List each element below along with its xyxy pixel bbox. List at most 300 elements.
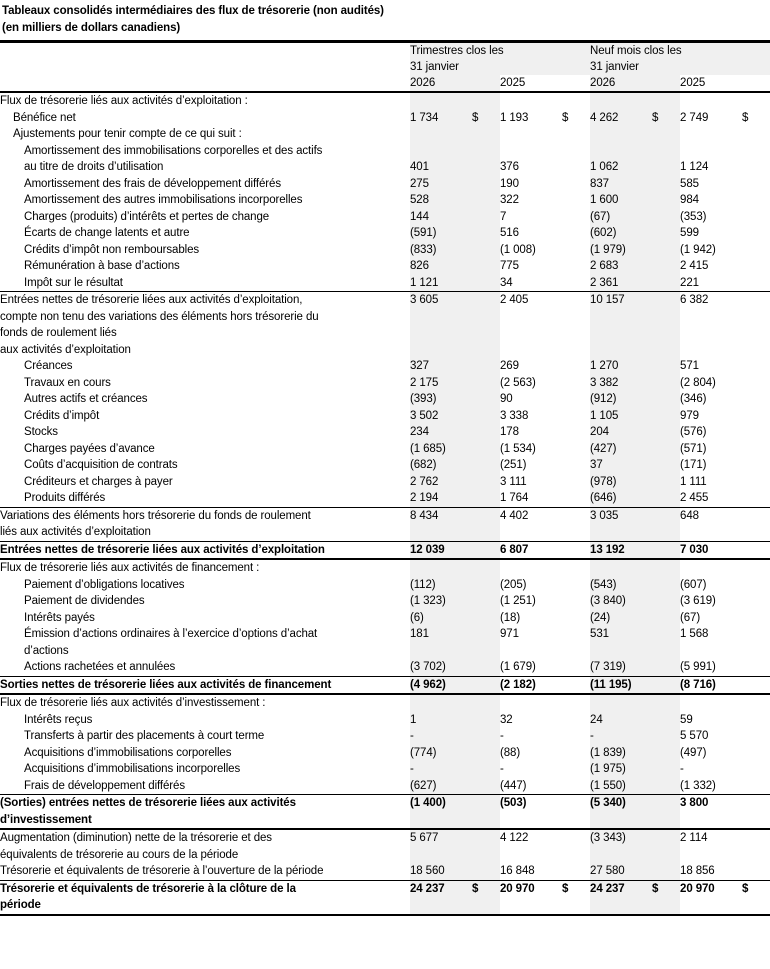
currency-symbol	[472, 143, 500, 160]
row-value	[590, 325, 652, 342]
row-value	[680, 897, 742, 915]
row-value: 571	[680, 360, 699, 372]
currency-symbol	[472, 507, 500, 524]
row-value: (627)	[410, 778, 472, 795]
table-row	[0, 880, 770, 897]
row-value: (67)	[680, 611, 701, 624]
header-row-group-line1	[0, 43, 770, 59]
row-value	[500, 559, 562, 577]
row-value: 4 122	[500, 832, 529, 844]
row-value: (5 991)	[680, 659, 742, 676]
currency-symbol	[742, 192, 770, 209]
table-row	[0, 829, 770, 847]
row-value	[590, 812, 652, 830]
table-row	[0, 275, 770, 292]
currency-symbol	[652, 795, 680, 812]
currency-symbol	[652, 829, 680, 847]
currency-symbol	[652, 126, 680, 143]
row-value: 2 415	[680, 260, 709, 272]
currency-symbol	[562, 209, 590, 226]
row-value: 4 262	[590, 110, 652, 127]
row-value: 1 600	[590, 192, 652, 209]
currency-symbol	[562, 676, 590, 694]
row-value: 1 193	[500, 111, 529, 124]
table-row	[0, 358, 770, 375]
row-value: (5 340)	[590, 795, 652, 812]
table-row	[0, 342, 770, 359]
row-value	[590, 643, 652, 660]
row-label: Flux de trésorerie liés aux activités d’investissement :	[0, 697, 266, 709]
currency-symbol: $	[472, 880, 500, 897]
currency-symbol	[652, 225, 680, 242]
row-value	[590, 847, 652, 864]
row-value	[680, 309, 742, 326]
row-value	[410, 897, 472, 915]
currency-symbol	[472, 728, 500, 745]
currency-symbol	[652, 847, 680, 864]
row-value: (503)	[500, 797, 527, 809]
currency-symbol	[562, 325, 590, 342]
row-value	[410, 524, 472, 541]
row-value: 3 502	[410, 408, 472, 425]
currency-symbol	[742, 325, 770, 342]
header-blank-cell-3	[0, 75, 410, 92]
currency-symbol	[472, 292, 500, 309]
currency-symbol	[472, 126, 500, 143]
currency-symbol	[742, 829, 770, 847]
currency-symbol	[742, 92, 770, 110]
currency-symbol	[742, 559, 770, 577]
currency-symbol	[652, 676, 680, 694]
currency-symbol	[472, 812, 500, 830]
row-label: Charges (produits) d’intérêts et pertes de change	[24, 210, 270, 223]
currency-symbol	[562, 126, 590, 143]
document-subtitle: (en milliers de dollars canadiens)	[2, 22, 181, 34]
currency-symbol	[652, 643, 680, 660]
currency-symbol	[562, 292, 590, 309]
row-value	[680, 559, 742, 577]
table-row	[0, 897, 770, 915]
row-value: 190	[500, 177, 519, 190]
currency-symbol	[652, 659, 680, 676]
row-value: 6 807	[500, 541, 562, 559]
row-value: -	[500, 730, 504, 742]
row-value	[590, 897, 652, 915]
currency-symbol	[562, 541, 590, 559]
row-value: (3 619)	[680, 595, 716, 607]
row-value: (576)	[680, 426, 707, 438]
currency-symbol	[472, 490, 500, 507]
row-label: Paiement d’obligations locatives	[24, 578, 185, 591]
currency-symbol	[652, 176, 680, 193]
row-label: Paiement de dividendes	[24, 595, 145, 607]
row-value: 13 192	[590, 541, 652, 559]
row-value: 775	[500, 260, 519, 272]
row-value: (1 323)	[410, 593, 472, 610]
row-label: Travaux en cours	[24, 376, 111, 389]
row-value: 10 157	[590, 292, 652, 309]
table-row	[0, 242, 770, 259]
row-label: compte non tenu des variations des éléments hors trésorerie du	[0, 310, 319, 323]
row-value: 531	[590, 626, 652, 643]
currency-symbol	[562, 812, 590, 830]
currency-symbol	[472, 474, 500, 491]
currency-symbol	[472, 176, 500, 193]
row-value: 7	[500, 210, 507, 223]
row-label: Sorties nettes de trésorerie liées aux activités de financement	[0, 676, 410, 694]
row-value: 1 764	[500, 490, 562, 507]
currency-symbol	[652, 342, 680, 359]
currency-symbol	[652, 761, 680, 778]
table-row	[0, 643, 770, 660]
table-row	[0, 593, 770, 610]
row-value: (682)	[410, 457, 472, 474]
row-value: 20 970	[680, 882, 715, 895]
row-label: Amortissement des immobilisations corporelles et des actifs	[24, 144, 323, 157]
table-row	[0, 541, 770, 559]
row-value	[500, 643, 562, 660]
table-row	[0, 745, 770, 762]
currency-symbol	[472, 897, 500, 915]
document-title-block	[0, 3, 770, 40]
table-body	[0, 92, 770, 915]
row-label: Bénéfice net	[13, 111, 76, 124]
row-value: 24 237	[410, 880, 472, 897]
row-value: (607)	[680, 578, 707, 591]
row-value: (1 550)	[590, 778, 652, 795]
currency-symbol	[652, 577, 680, 594]
currency-symbol	[652, 192, 680, 209]
currency-symbol	[472, 863, 500, 880]
row-label: fonds de roulement liés	[0, 327, 117, 339]
currency-symbol	[472, 441, 500, 458]
row-value: (171)	[680, 459, 707, 471]
currency-symbol	[742, 626, 770, 643]
currency-symbol	[742, 275, 770, 292]
table-row	[0, 795, 770, 812]
currency-symbol	[472, 408, 500, 425]
currency-symbol	[472, 626, 500, 643]
row-value: (497)	[680, 746, 707, 759]
currency-symbol	[652, 258, 680, 275]
row-value: (3 840)	[590, 593, 652, 610]
currency-symbol	[652, 242, 680, 259]
row-value: 376	[500, 161, 519, 173]
row-value: 12 039	[410, 541, 472, 559]
row-value: 528	[410, 192, 472, 209]
row-value	[680, 812, 742, 830]
row-value	[410, 643, 472, 660]
row-value: 979	[680, 409, 699, 422]
table-row	[0, 712, 770, 729]
header-row-years	[0, 75, 770, 92]
table-row	[0, 309, 770, 326]
currency-symbol	[742, 778, 770, 795]
table-row	[0, 659, 770, 676]
currency-symbol	[472, 242, 500, 259]
currency-symbol	[562, 159, 590, 176]
currency-symbol	[652, 209, 680, 226]
row-value: 1 105	[590, 408, 652, 425]
row-label: Écarts de change latents et autre	[24, 227, 190, 239]
row-label: Amortissement des frais de développement différés	[24, 177, 281, 190]
row-value: 1 062	[590, 159, 652, 176]
header-year-ytd-2025: 2025	[680, 75, 770, 92]
currency-symbol	[742, 258, 770, 275]
currency-symbol	[652, 159, 680, 176]
row-value: 3 800	[680, 797, 709, 809]
table-row	[0, 778, 770, 795]
row-value: 59	[680, 713, 693, 726]
table-row	[0, 325, 770, 342]
row-value	[680, 524, 742, 541]
currency-symbol	[472, 258, 500, 275]
currency-symbol	[742, 745, 770, 762]
row-label: Rémunération à base d’actions	[24, 260, 180, 272]
currency-symbol	[562, 728, 590, 745]
currency-symbol	[742, 863, 770, 880]
row-value: (2 804)	[680, 376, 716, 389]
row-label: (Sorties) entrées nettes de trésorerie liées aux activités	[0, 797, 296, 809]
row-value: 648	[680, 509, 699, 522]
currency-symbol	[472, 342, 500, 359]
row-value: 1 568	[680, 628, 709, 640]
currency-symbol	[652, 391, 680, 408]
row-value	[590, 92, 652, 110]
currency-symbol	[472, 847, 500, 864]
currency-symbol	[562, 610, 590, 627]
row-label: Trésorerie et équivalents de trésorerie à l’ouverture de la période	[0, 863, 410, 880]
row-label: Flux de trésorerie liés aux activités d’exploitation :	[0, 95, 248, 107]
row-label: Amortissement des autres immobilisations incorporelles	[24, 194, 303, 206]
row-label: Acquisitions d’immobilisations corporelles	[24, 746, 232, 759]
currency-symbol	[742, 474, 770, 491]
row-value: 16 848	[500, 863, 562, 880]
row-value: 2 405	[500, 294, 529, 306]
currency-symbol: $	[742, 111, 749, 124]
row-value: (646)	[590, 490, 652, 507]
row-label: Entrées nettes de trésorerie liées aux activités d’exploitation	[0, 541, 410, 559]
currency-symbol	[652, 309, 680, 326]
row-value	[410, 143, 472, 160]
currency-symbol	[742, 225, 770, 242]
row-value: 837	[590, 176, 652, 193]
row-value: 221	[680, 275, 742, 292]
row-value: 322	[500, 194, 519, 206]
currency-symbol	[562, 863, 590, 880]
row-value: (8 716)	[680, 676, 742, 694]
row-value: 1 124	[680, 161, 709, 173]
row-label: Autres actifs et créances	[24, 393, 148, 405]
currency-symbol	[562, 593, 590, 610]
row-value: 20 970	[500, 882, 535, 895]
header-blank-cell-2	[0, 59, 410, 75]
row-value: 2 361	[590, 275, 652, 292]
currency-symbol	[562, 242, 590, 259]
currency-symbol	[562, 275, 590, 292]
row-value: 599	[680, 227, 699, 239]
row-value: (1 975)	[590, 761, 652, 778]
row-value: 3 035	[590, 507, 652, 524]
currency-symbol	[742, 342, 770, 359]
row-value: -	[500, 763, 504, 775]
row-value: 178	[500, 426, 519, 438]
currency-symbol	[472, 577, 500, 594]
header-year-q-2025: 2025	[500, 75, 590, 92]
row-value	[680, 325, 742, 342]
table-row	[0, 258, 770, 275]
currency-symbol	[742, 795, 770, 812]
currency-symbol	[472, 424, 500, 441]
row-value	[410, 812, 472, 830]
row-value: 1	[410, 712, 472, 729]
row-value: 2 455	[680, 490, 742, 507]
currency-symbol	[742, 391, 770, 408]
row-label: Intérêts payés	[24, 611, 95, 624]
currency-symbol	[562, 176, 590, 193]
header-group-ytd-line2: 31 janvier	[590, 59, 770, 75]
row-value: 516	[500, 227, 519, 239]
cash-flow-table	[0, 43, 770, 916]
row-value: (2 182)	[500, 676, 562, 694]
row-value: 7 030	[680, 541, 742, 559]
row-value: 1 734	[410, 110, 472, 127]
currency-symbol	[562, 309, 590, 326]
row-value: 2 114	[680, 832, 708, 844]
row-value: (447)	[500, 778, 562, 795]
currency-symbol	[652, 626, 680, 643]
header-row-group-line2	[0, 59, 770, 75]
currency-symbol	[472, 745, 500, 762]
table-row	[0, 110, 770, 127]
currency-symbol	[652, 694, 680, 712]
currency-symbol	[742, 358, 770, 375]
table-row	[0, 457, 770, 474]
currency-symbol	[742, 643, 770, 660]
currency-symbol: $	[562, 111, 569, 124]
currency-symbol	[742, 761, 770, 778]
currency-symbol	[472, 524, 500, 541]
row-label: Produits différés	[0, 490, 410, 507]
row-label: Variations des éléments hors trésorerie du fonds de roulement	[0, 509, 311, 522]
row-label: Frais de développement différés	[0, 778, 410, 795]
row-value: (1 251)	[500, 595, 536, 607]
row-label: d’investissement	[0, 812, 410, 830]
row-value	[500, 342, 562, 359]
row-value: 204	[590, 424, 652, 441]
currency-symbol	[742, 507, 770, 524]
currency-symbol	[652, 325, 680, 342]
row-value: 5 677	[410, 829, 472, 847]
row-value: (24)	[590, 610, 652, 627]
table-row	[0, 126, 770, 143]
currency-symbol	[472, 275, 500, 292]
currency-symbol: $	[562, 882, 569, 895]
header-blank-cell	[0, 43, 410, 59]
currency-symbol	[652, 143, 680, 160]
header-group-ytd-line1: Neuf mois clos les	[590, 43, 770, 59]
currency-symbol	[562, 375, 590, 392]
row-label: Stocks	[24, 426, 58, 438]
currency-symbol: $	[472, 110, 500, 127]
table-row	[0, 474, 770, 491]
row-value: 24 237	[590, 880, 652, 897]
row-value: 3 382	[590, 375, 652, 392]
row-label: Ajustements pour tenir compte de ce qui suit :	[13, 128, 242, 140]
row-label: Flux de trésorerie liés aux activités de financement :	[0, 562, 260, 574]
currency-symbol	[742, 309, 770, 326]
row-value: (543)	[590, 577, 652, 594]
currency-symbol	[562, 626, 590, 643]
table-row	[0, 577, 770, 594]
table-row	[0, 524, 770, 541]
currency-symbol	[562, 258, 590, 275]
currency-symbol	[742, 593, 770, 610]
row-value	[590, 342, 652, 359]
currency-symbol	[652, 593, 680, 610]
currency-symbol	[562, 694, 590, 712]
row-value: 327	[410, 358, 472, 375]
row-value: (1 839)	[590, 745, 652, 762]
currency-symbol	[652, 375, 680, 392]
row-value: 18 560	[410, 863, 472, 880]
row-value: 6 382	[680, 294, 709, 306]
currency-symbol	[472, 694, 500, 712]
currency-symbol	[562, 408, 590, 425]
currency-symbol	[652, 474, 680, 491]
row-label: Intérêts reçus	[24, 713, 93, 726]
row-value: 826	[410, 258, 472, 275]
row-label: Crédits d’impôt non remboursables	[24, 243, 200, 256]
row-value: (353)	[680, 210, 707, 223]
currency-symbol	[472, 559, 500, 577]
row-value	[500, 812, 562, 830]
currency-symbol	[562, 577, 590, 594]
row-value	[410, 325, 472, 342]
row-value: (205)	[500, 578, 527, 591]
row-value: 34	[500, 275, 562, 292]
row-value	[500, 847, 562, 864]
currency-symbol	[562, 474, 590, 491]
row-value: (1 685)	[410, 441, 472, 458]
table-row	[0, 159, 770, 176]
row-value: (1 679)	[500, 659, 562, 676]
currency-symbol	[652, 778, 680, 795]
row-value: 2 683	[590, 258, 652, 275]
row-value: (1 332)	[680, 778, 742, 795]
row-value	[410, 126, 472, 143]
currency-symbol	[562, 424, 590, 441]
currency-symbol	[652, 408, 680, 425]
currency-symbol	[742, 897, 770, 915]
row-value: (67)	[590, 209, 652, 226]
currency-symbol	[652, 745, 680, 762]
currency-symbol	[562, 778, 590, 795]
currency-symbol	[562, 847, 590, 864]
currency-symbol	[472, 92, 500, 110]
table-row	[0, 192, 770, 209]
row-value: 32	[500, 713, 513, 726]
currency-symbol	[472, 659, 500, 676]
row-value: 234	[410, 424, 472, 441]
row-value	[590, 143, 652, 160]
currency-symbol	[472, 391, 500, 408]
row-value: 4 402	[500, 509, 529, 522]
row-label: Trésorerie et équivalents de trésorerie à la clôture de la	[0, 882, 296, 895]
currency-symbol	[742, 577, 770, 594]
currency-symbol	[652, 275, 680, 292]
row-value: (978)	[590, 474, 652, 491]
